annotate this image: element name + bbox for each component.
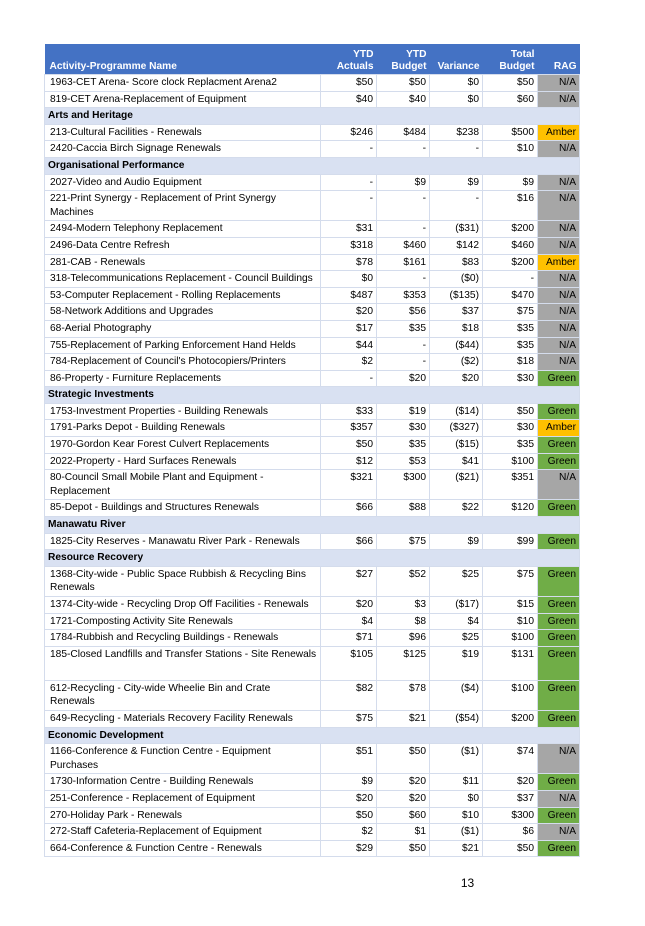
total-budget-cell: $50 <box>483 840 538 857</box>
total-budget-cell: $470 <box>483 287 538 304</box>
variance-cell: $4 <box>430 613 483 630</box>
ytd-budget-cell: $88 <box>377 500 430 517</box>
rag-status-cell: N/A <box>538 320 580 337</box>
ytd-actuals-cell: $20 <box>321 790 377 807</box>
ytd-actuals-cell: - <box>321 191 377 221</box>
ytd-actuals-cell: $40 <box>321 91 377 108</box>
total-budget-cell: $99 <box>483 533 538 550</box>
variance-cell: $0 <box>430 790 483 807</box>
section-title: Resource Recovery <box>45 550 580 567</box>
table-row <box>45 533 580 550</box>
section-row <box>45 108 580 125</box>
ytd-budget-cell: $460 <box>377 237 430 254</box>
ytd-budget-cell: - <box>377 141 430 158</box>
rag-status-cell: Green <box>538 370 580 387</box>
ytd-actuals-cell: $78 <box>321 254 377 271</box>
ytd-actuals-cell: $44 <box>321 337 377 354</box>
section-row <box>45 157 580 174</box>
rag-status-cell: Green <box>538 680 580 710</box>
variance-cell: $9 <box>430 533 483 550</box>
ytd-actuals-cell: $50 <box>321 437 377 454</box>
rag-status-cell: N/A <box>538 304 580 321</box>
activity-name-cell: 272-Staff Cafeteria-Replacement of Equipment <box>45 824 321 841</box>
ytd-actuals-cell: $33 <box>321 403 377 420</box>
ytd-budget-cell: $35 <box>377 437 430 454</box>
table-row <box>45 271 580 288</box>
activity-name-cell: 2496-Data Centre Refresh <box>45 237 321 254</box>
activity-name-cell: 1791-Parks Depot - Building Renewals <box>45 420 321 437</box>
rag-status-cell: Green <box>538 613 580 630</box>
activity-name-cell: 85-Depot - Buildings and Structures Renewals <box>45 500 321 517</box>
header-activity-name: Activity-Programme Name <box>45 44 321 75</box>
ytd-actuals-cell: - <box>321 174 377 191</box>
ytd-budget-cell: $78 <box>377 680 430 710</box>
rag-status-cell: Green <box>538 774 580 791</box>
ytd-budget-cell: $56 <box>377 304 430 321</box>
total-budget-cell: $10 <box>483 613 538 630</box>
ytd-budget-cell: $40 <box>377 91 430 108</box>
ytd-budget-cell: $484 <box>377 124 430 141</box>
total-budget-cell: $120 <box>483 500 538 517</box>
total-budget-cell: $35 <box>483 320 538 337</box>
table-row <box>45 287 580 304</box>
total-budget-cell: $18 <box>483 354 538 371</box>
ytd-budget-cell: - <box>377 354 430 371</box>
ytd-budget-cell: - <box>377 271 430 288</box>
table-row <box>45 790 580 807</box>
activity-name-cell: 221-Print Synergy - Replacement of Print Synergy Machines <box>45 191 321 221</box>
rag-status-cell: Green <box>538 630 580 647</box>
table-row <box>45 630 580 647</box>
ytd-actuals-cell: $318 <box>321 237 377 254</box>
ytd-actuals-cell: $71 <box>321 630 377 647</box>
variance-cell: $19 <box>430 646 483 680</box>
total-budget-cell: $6 <box>483 824 538 841</box>
table-row <box>45 254 580 271</box>
rag-status-cell: N/A <box>538 470 580 500</box>
total-budget-cell: $37 <box>483 790 538 807</box>
ytd-actuals-cell: $321 <box>321 470 377 500</box>
variance-cell: ($15) <box>430 437 483 454</box>
rag-status-cell: N/A <box>538 221 580 238</box>
total-budget-cell: $100 <box>483 680 538 710</box>
table-row <box>45 141 580 158</box>
variance-cell: ($327) <box>430 420 483 437</box>
ytd-actuals-cell: $50 <box>321 75 377 92</box>
table-row <box>45 420 580 437</box>
activity-name-cell: 251-Conference - Replacement of Equipment <box>45 790 321 807</box>
total-budget-cell: $35 <box>483 437 538 454</box>
total-budget-cell: - <box>483 271 538 288</box>
ytd-budget-cell: $20 <box>377 790 430 807</box>
ytd-actuals-cell: $50 <box>321 807 377 824</box>
activity-name-cell: 755-Replacement of Parking Enforcement Hand Helds <box>45 337 321 354</box>
section-row <box>45 550 580 567</box>
section-row <box>45 727 580 744</box>
total-budget-cell: $30 <box>483 420 538 437</box>
activity-name-cell: 185-Closed Landfills and Transfer Stations - Site Renewals <box>45 646 321 680</box>
total-budget-cell: $60 <box>483 91 538 108</box>
ytd-actuals-cell: $75 <box>321 710 377 727</box>
variance-cell: $83 <box>430 254 483 271</box>
activity-name-cell: 1963-CET Arena- Score clock Replacment Arena2 <box>45 75 321 92</box>
ytd-budget-cell: $300 <box>377 470 430 500</box>
ytd-budget-cell: $52 <box>377 566 430 596</box>
ytd-actuals-cell: $17 <box>321 320 377 337</box>
total-budget-cell: $200 <box>483 254 538 271</box>
variance-cell: $22 <box>430 500 483 517</box>
variance-cell: ($1) <box>430 744 483 774</box>
section-row <box>45 387 580 404</box>
activity-name-cell: 1374-City-wide - Recycling Drop Off Facilities - Renewals <box>45 597 321 614</box>
ytd-actuals-cell: $2 <box>321 824 377 841</box>
variance-cell: $238 <box>430 124 483 141</box>
total-budget-cell: $75 <box>483 304 538 321</box>
ytd-actuals-cell: $12 <box>321 453 377 470</box>
rag-status-cell: Green <box>538 403 580 420</box>
total-budget-cell: $74 <box>483 744 538 774</box>
ytd-actuals-cell: $246 <box>321 124 377 141</box>
section-title: Strategic Investments <box>45 387 580 404</box>
variance-cell: ($17) <box>430 597 483 614</box>
total-budget-cell: $50 <box>483 403 538 420</box>
ytd-actuals-cell: $27 <box>321 566 377 596</box>
ytd-actuals-cell: $9 <box>321 774 377 791</box>
rag-status-cell: N/A <box>538 237 580 254</box>
activity-name-cell: 1721-Composting Activity Site Renewals <box>45 613 321 630</box>
table-row <box>45 807 580 824</box>
table-row <box>45 680 580 710</box>
total-budget-cell: $100 <box>483 630 538 647</box>
variance-cell: $0 <box>430 91 483 108</box>
activity-name-cell: 784-Replacement of Council's Photocopiers/Printers <box>45 354 321 371</box>
table-row <box>45 646 580 680</box>
ytd-budget-cell: $19 <box>377 403 430 420</box>
total-budget-cell: $50 <box>483 75 538 92</box>
total-budget-cell: $460 <box>483 237 538 254</box>
ytd-budget-cell: $161 <box>377 254 430 271</box>
total-budget-cell: $500 <box>483 124 538 141</box>
table-body <box>45 75 580 857</box>
ytd-actuals-cell: - <box>321 141 377 158</box>
ytd-budget-cell: $353 <box>377 287 430 304</box>
total-budget-cell: $200 <box>483 221 538 238</box>
total-budget-cell: $100 <box>483 453 538 470</box>
rag-status-cell: Green <box>538 533 580 550</box>
table-row <box>45 354 580 371</box>
table-row <box>45 191 580 221</box>
total-budget-cell: $16 <box>483 191 538 221</box>
table-row <box>45 174 580 191</box>
variance-cell: $142 <box>430 237 483 254</box>
variance-cell: $10 <box>430 807 483 824</box>
variance-cell: $21 <box>430 840 483 857</box>
section-row <box>45 517 580 534</box>
variance-cell: $20 <box>430 370 483 387</box>
ytd-actuals-cell: $20 <box>321 304 377 321</box>
ytd-budget-cell: - <box>377 191 430 221</box>
header-variance: Variance <box>430 44 483 75</box>
total-budget-cell: $75 <box>483 566 538 596</box>
section-title: Economic Development <box>45 727 580 744</box>
activity-name-cell: 270-Holiday Park - Renewals <box>45 807 321 824</box>
variance-cell: - <box>430 141 483 158</box>
table-row <box>45 597 580 614</box>
activity-name-cell: 2027-Video and Audio Equipment <box>45 174 321 191</box>
variance-cell: ($14) <box>430 403 483 420</box>
ytd-budget-cell: $3 <box>377 597 430 614</box>
capital-programme-table <box>44 44 580 857</box>
activity-name-cell: 213-Cultural Facilities - Renewals <box>45 124 321 141</box>
variance-cell: - <box>430 191 483 221</box>
rag-status-cell: Green <box>538 646 580 680</box>
total-budget-cell: $20 <box>483 774 538 791</box>
ytd-actuals-cell: $0 <box>321 271 377 288</box>
section-title: Arts and Heritage <box>45 108 580 125</box>
rag-status-cell: N/A <box>538 174 580 191</box>
variance-cell: ($21) <box>430 470 483 500</box>
total-budget-cell: $300 <box>483 807 538 824</box>
ytd-actuals-cell: $66 <box>321 500 377 517</box>
ytd-actuals-cell: - <box>321 370 377 387</box>
activity-name-cell: 649-Recycling - Materials Recovery Facility Renewals <box>45 710 321 727</box>
table-row <box>45 710 580 727</box>
activity-name-cell: 1825-City Reserves - Manawatu River Park - Renewals <box>45 533 321 550</box>
total-budget-cell: $35 <box>483 337 538 354</box>
table-row <box>45 91 580 108</box>
ytd-budget-cell: $30 <box>377 420 430 437</box>
total-budget-cell: $15 <box>483 597 538 614</box>
ytd-budget-cell: $21 <box>377 710 430 727</box>
ytd-budget-cell: $8 <box>377 613 430 630</box>
activity-name-cell: 664-Conference & Function Centre - Renewals <box>45 840 321 857</box>
variance-cell: ($2) <box>430 354 483 371</box>
header-ytd-actuals: YTD Actuals <box>321 44 377 75</box>
rag-status-cell: Amber <box>538 254 580 271</box>
variance-cell: ($44) <box>430 337 483 354</box>
rag-status-cell: Green <box>538 710 580 727</box>
rag-status-cell: N/A <box>538 141 580 158</box>
rag-status-cell: N/A <box>538 744 580 774</box>
rag-status-cell: N/A <box>538 191 580 221</box>
activity-name-cell: 53-Computer Replacement - Rolling Replacements <box>45 287 321 304</box>
rag-status-cell: N/A <box>538 824 580 841</box>
activity-name-cell: 612-Recycling - City-wide Wheelie Bin and Crate Renewals <box>45 680 321 710</box>
rag-status-cell: Green <box>538 807 580 824</box>
ytd-budget-cell: $96 <box>377 630 430 647</box>
variance-cell: ($4) <box>430 680 483 710</box>
header-total-budget: Total Budget <box>483 44 538 75</box>
variance-cell: ($54) <box>430 710 483 727</box>
ytd-budget-cell: $50 <box>377 840 430 857</box>
ytd-actuals-cell: $2 <box>321 354 377 371</box>
ytd-budget-cell: $35 <box>377 320 430 337</box>
table-row <box>45 320 580 337</box>
ytd-budget-cell: $1 <box>377 824 430 841</box>
rag-status-cell: N/A <box>538 790 580 807</box>
ytd-actuals-cell: $31 <box>321 221 377 238</box>
table-row <box>45 774 580 791</box>
activity-name-cell: 1970-Gordon Kear Forest Culvert Replacements <box>45 437 321 454</box>
rag-status-cell: Green <box>538 597 580 614</box>
variance-cell: ($135) <box>430 287 483 304</box>
rag-status-cell: N/A <box>538 75 580 92</box>
ytd-budget-cell: $50 <box>377 744 430 774</box>
variance-cell: ($1) <box>430 824 483 841</box>
table-row <box>45 840 580 857</box>
table-row <box>45 370 580 387</box>
activity-name-cell: 2022-Property - Hard Surfaces Renewals <box>45 453 321 470</box>
table-row <box>45 453 580 470</box>
rag-status-cell: Green <box>538 437 580 454</box>
ytd-actuals-cell: $29 <box>321 840 377 857</box>
activity-name-cell: 1753-Investment Properties - Building Renewals <box>45 403 321 420</box>
ytd-budget-cell: $53 <box>377 453 430 470</box>
table-row <box>45 304 580 321</box>
rag-status-cell: Green <box>538 500 580 517</box>
activity-name-cell: 2420-Caccia Birch Signage Renewals <box>45 141 321 158</box>
ytd-budget-cell: $75 <box>377 533 430 550</box>
ytd-actuals-cell: $82 <box>321 680 377 710</box>
total-budget-cell: $30 <box>483 370 538 387</box>
activity-name-cell: 58-Network Additions and Upgrades <box>45 304 321 321</box>
table-row <box>45 470 580 500</box>
ytd-budget-cell: $125 <box>377 646 430 680</box>
section-title: Organisational Performance <box>45 157 580 174</box>
variance-cell: $25 <box>430 566 483 596</box>
ytd-actuals-cell: $105 <box>321 646 377 680</box>
rag-status-cell: N/A <box>538 271 580 288</box>
rag-status-cell: N/A <box>538 287 580 304</box>
table-row <box>45 500 580 517</box>
ytd-budget-cell: - <box>377 221 430 238</box>
ytd-actuals-cell: $20 <box>321 597 377 614</box>
activity-name-cell: 1730-Information Centre - Building Renewals <box>45 774 321 791</box>
total-budget-cell: $131 <box>483 646 538 680</box>
ytd-budget-cell: $20 <box>377 774 430 791</box>
table-row <box>45 337 580 354</box>
table-row <box>45 124 580 141</box>
ytd-budget-cell: $9 <box>377 174 430 191</box>
activity-name-cell: 819-CET Arena-Replacement of Equipment <box>45 91 321 108</box>
table-row <box>45 613 580 630</box>
total-budget-cell: $351 <box>483 470 538 500</box>
variance-cell: $37 <box>430 304 483 321</box>
ytd-budget-cell: - <box>377 337 430 354</box>
table-row <box>45 437 580 454</box>
page-number: 13 <box>460 876 475 890</box>
rag-status-cell: N/A <box>538 91 580 108</box>
header-ytd-budget: YTD Budget <box>377 44 430 75</box>
rag-status-cell: N/A <box>538 354 580 371</box>
activity-name-cell: 1166-Conference & Function Centre - Equipment Purchases <box>45 744 321 774</box>
rag-status-cell: Green <box>538 840 580 857</box>
variance-cell: $18 <box>430 320 483 337</box>
ytd-budget-cell: $20 <box>377 370 430 387</box>
variance-cell: $41 <box>430 453 483 470</box>
activity-name-cell: 2494-Modern Telephony Replacement <box>45 221 321 238</box>
total-budget-cell: $200 <box>483 710 538 727</box>
activity-name-cell: 318-Telecommunications Replacement - Council Buildings <box>45 271 321 288</box>
ytd-budget-cell: $60 <box>377 807 430 824</box>
variance-cell: $11 <box>430 774 483 791</box>
table-row <box>45 566 580 596</box>
table-row <box>45 403 580 420</box>
total-budget-cell: $9 <box>483 174 538 191</box>
table-row <box>45 75 580 92</box>
activity-name-cell: 281-CAB - Renewals <box>45 254 321 271</box>
table-header-row <box>45 44 580 75</box>
section-title: Manawatu River <box>45 517 580 534</box>
ytd-actuals-cell: $487 <box>321 287 377 304</box>
table-row <box>45 221 580 238</box>
variance-cell: ($0) <box>430 271 483 288</box>
rag-status-cell: N/A <box>538 337 580 354</box>
ytd-actuals-cell: $66 <box>321 533 377 550</box>
activity-name-cell: 1368-City-wide - Public Space Rubbish & Recycling Bins Renewals <box>45 566 321 596</box>
activity-name-cell: 68-Aerial Photography <box>45 320 321 337</box>
ytd-budget-cell: $50 <box>377 75 430 92</box>
variance-cell: $0 <box>430 75 483 92</box>
variance-cell: ($31) <box>430 221 483 238</box>
table-row <box>45 744 580 774</box>
rag-status-cell: Amber <box>538 420 580 437</box>
ytd-actuals-cell: $51 <box>321 744 377 774</box>
total-budget-cell: $10 <box>483 141 538 158</box>
rag-status-cell: Green <box>538 566 580 596</box>
activity-name-cell: 80-Council Small Mobile Plant and Equipment - Replacement <box>45 470 321 500</box>
rag-status-cell: Green <box>538 453 580 470</box>
ytd-actuals-cell: $4 <box>321 613 377 630</box>
variance-cell: $9 <box>430 174 483 191</box>
header-rag: RAG <box>538 44 580 75</box>
variance-cell: $25 <box>430 630 483 647</box>
rag-status-cell: Amber <box>538 124 580 141</box>
activity-name-cell: 1784-Rubbish and Recycling Buildings - Renewals <box>45 630 321 647</box>
table-row <box>45 237 580 254</box>
ytd-actuals-cell: $357 <box>321 420 377 437</box>
activity-name-cell: 86-Property - Furniture Replacements <box>45 370 321 387</box>
table-row <box>45 824 580 841</box>
